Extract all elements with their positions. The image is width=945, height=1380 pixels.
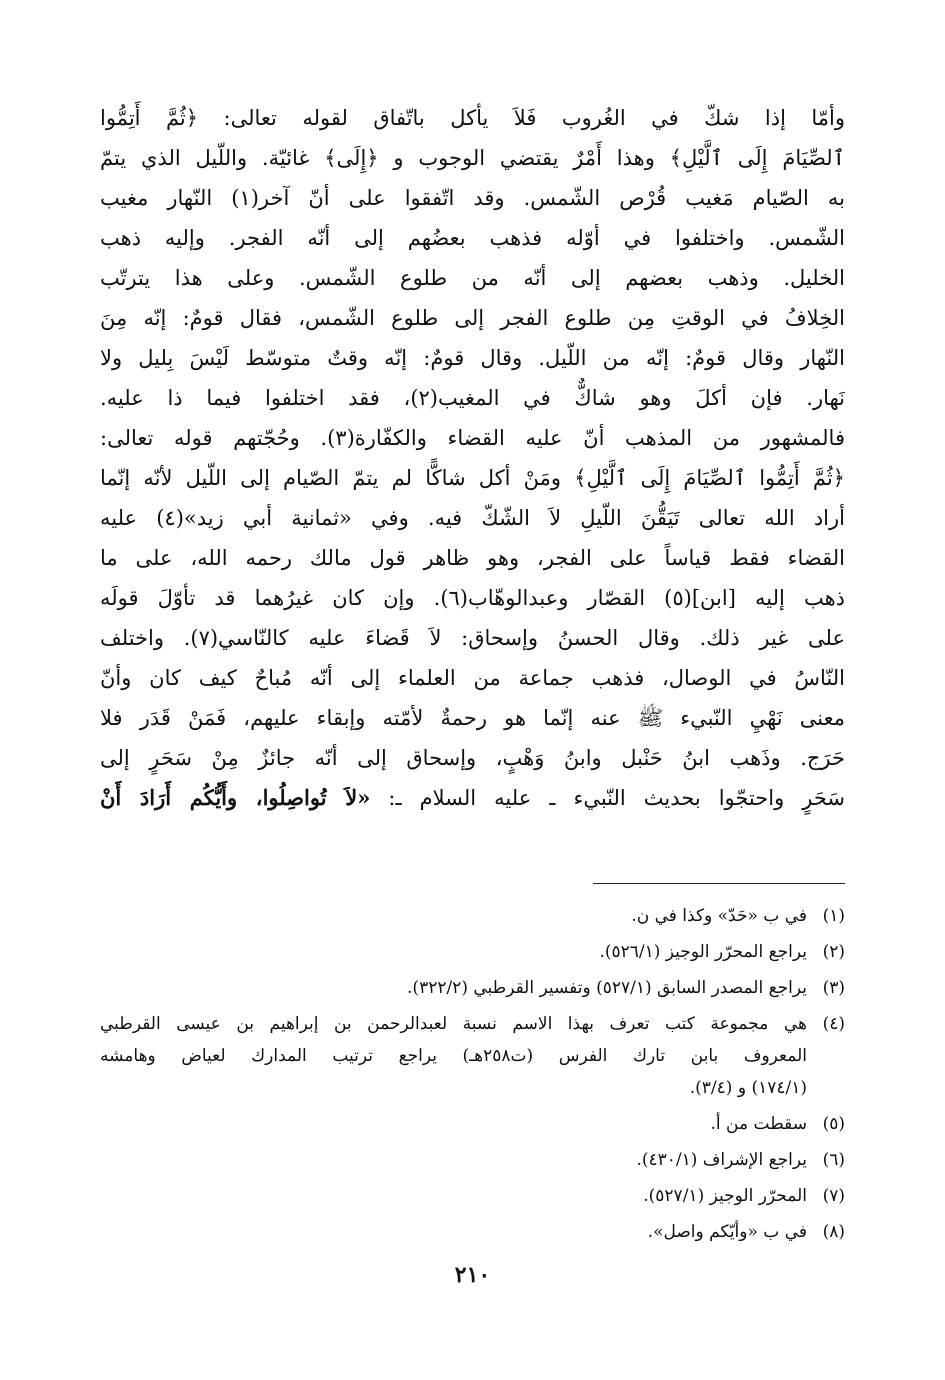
text-line: ذهب إليه [ابن](٥) القصّار وعبدالوهّاب(٦). وإن كان غيرُهما قد تأوّلَ قولَه [100, 586, 845, 610]
footnote-text: يراجع المصدر السابق (٥٢٧/١) وتفسير القرطبي (٣٢٢/٢). [407, 978, 807, 998]
text-line: ٱلصِّيَامَ إِلَى ٱلَّيْلِ﴾ وهذا أَمْرٌ يقتضي الوجوب و ﴿إِلَى﴾ غائيّة. واللّيل الذي يتمّ [100, 146, 845, 170]
footnote-item [100, 972, 845, 1004]
text-line: النّهار وقال قومٌ: إنّه من اللّيل. وقال قومٌ: إنّه وقتٌ متوسّط لَيْسَ بِليل ولا [100, 346, 845, 370]
footnote-text: سقطت من أ. [710, 1114, 807, 1134]
text-line-last [100, 778, 845, 818]
text-line: نَهار. فإن أكلَ وهو شاكٌّ في المغيب(٢)، فقد اختلفوا فيما ذا عليه. [100, 386, 845, 410]
footnote-item [100, 1108, 845, 1140]
text-line: ﴿ثُمَّ أَتِمُّوا ٱلصِّيَامَ إِلَى ٱلَّيْلِ﴾ ومَنْ أكل شاكًّا لم يتمّ الصّيام إلى اللّيل لأنّه إنّما [100, 466, 845, 490]
footnote-number: (٤) [822, 1014, 845, 1034]
main-text [100, 98, 845, 818]
text-line: النّاسُ في الوصال، فذهب جماعة من العلماء إلى أنّه مُباحٌ كيف كان وأنّ [100, 666, 845, 690]
footnote-item [100, 1144, 845, 1176]
footnote-number: (٧) [822, 1186, 845, 1206]
text-line: الخِلافُ في الوقتِ مِن طلوع الفجر إلى طلوع الشّمس، فقال قومٌ: إنّه مِنَ [100, 306, 845, 330]
footnote-text: المعروف بابن تارك الفرس (ت٢٥٨هـ) يراجع ترتيب المدارك لعياض وهامشه [100, 1046, 807, 1066]
text-line: القضاء فقط قياساً على الفجر، وهو ظاهر قول مالك رحمه الله، على ما [100, 546, 845, 570]
footnote-item [100, 936, 845, 968]
footnote-number: (٢) [822, 942, 845, 962]
text-line: الشّمس. واختلفوا في أوّله فذهب بعضُهم إلى أنّه الفجر. وإليه ذهب [100, 226, 845, 250]
footnote-text: في ب «وأيّكم واصل». [647, 1222, 807, 1242]
footnote-number: (٥) [822, 1114, 845, 1134]
footnote-text: (١٧٤/١) و (٣/٤). [689, 1078, 807, 1098]
text-plain: سَحَرٍ واحتجّوا بحديث النّبيء ـ عليه السلام ـ: [370, 786, 845, 810]
footnote-text: في ب «حَدّ» وكذا في ن. [631, 906, 807, 926]
text-line: الخليل. وذهب بعضهم إلى أنّه من طلوع الشّمس. وعلى هذا يترتّب [100, 266, 845, 290]
footnote-number: (٨) [822, 1222, 845, 1242]
hadith-quote: «لاَ تُواصِلُوا، وأَيُّكُم أَرَادَ أَنْ [100, 785, 371, 810]
page-number: ٢١٠ [454, 1262, 491, 1288]
footnote-text: يراجع المحرّر الوجيز (٥٢٦/١). [599, 942, 807, 962]
footnote-number: (٣) [822, 978, 845, 998]
footnote-item [100, 1216, 845, 1248]
footnote-number: (١) [822, 906, 845, 926]
footnote-text: يراجع الإشراف (٤٣٠/١). [636, 1150, 807, 1170]
text-line: وأمّا إذا شكّ في الغُروب فَلاَ يأكل باتّفاق لقوله تعالى: ﴿ثُمَّ أَتِمُّوا [100, 106, 845, 130]
footnote-separator [593, 883, 845, 884]
text-line: معنى نَهْيِ النّبيء ﷺ عنه إنّما هو رحمةٌ لأمّته وإبقاء عليهم، فَمَنْ قَدَر فلا [100, 706, 845, 730]
footnote-text: هي مجموعة كتب تعرف بهذا الاسم نسبة لعبدالرحمن بن إبراهيم بن عيسى القرطبي [100, 1014, 807, 1034]
footnote-item [100, 1008, 845, 1104]
text-line: به الصّيام مَغيب قُرْص الشّمس. وقد اتّفقوا على أنّ آخر(١) النّهار مغيب [100, 186, 845, 210]
text-line: حَرَج. وذَهب ابنُ حَنْبل وابنُ وَهْبٍ، وإسحاق إلى أنّه جائزٌ مِنْ سَحَرٍ إلى [100, 746, 845, 770]
text-line: أراد الله تعالى تَيَقُّنَ اللّيلِ لاَ الشّكّ فيه. وفي «ثمانية أبي زيد»(٤) عليه [100, 506, 845, 530]
footnote-number: (٦) [822, 1150, 845, 1170]
text-line: فالمشهور من المذهب أنّ عليه القضاء والكفّارة(٣). وحُجّتهم قوله تعالى: [100, 426, 845, 450]
footnotes [100, 900, 845, 1252]
footnote-item [100, 1180, 845, 1212]
text-line: على غير ذلك. وقال الحسنُ وإسحاق: لاَ قَضاءَ عليه كالنّاسي(٧). واختلف [100, 626, 845, 650]
footnote-item [100, 900, 845, 932]
footnote-text: المحرّر الوجيز (٥٢٧/١). [643, 1186, 807, 1206]
